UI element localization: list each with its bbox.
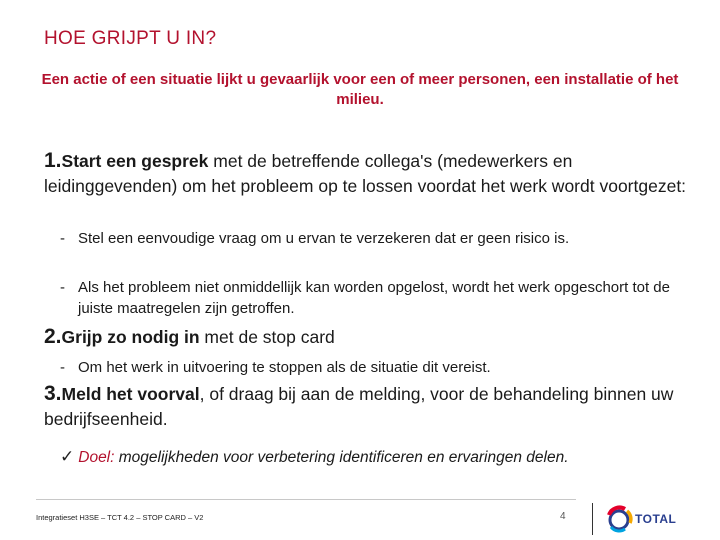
- step-heading: Meld het voorval: [61, 384, 200, 404]
- total-logo-icon: [605, 505, 635, 533]
- list-item-text: Stel een eenvoudige vraag om u ervan te verzekeren dat er geen risico is.: [78, 230, 570, 247]
- step-text: , of draag bij aan de melding, voor de behandeling binnen uw bedrijfseenheid.: [44, 384, 674, 429]
- list-item-text: Als het probleem niet onmiddellijk kan worden opgelost, wordt het werk opgeschort tot de juiste maatregelen zijn getroffen.: [78, 279, 670, 317]
- step-number: 2.: [44, 325, 62, 348]
- step-number: 1.: [44, 149, 62, 172]
- step-text: met de stop card: [199, 327, 335, 347]
- total-wordmark: TOTAL: [635, 512, 677, 526]
- step-1: [44, 148, 694, 199]
- footer-text: Integratieset H3SE – TCT 4.2 – STOP CARD – V2: [36, 513, 204, 522]
- step-heading: Start een gesprek: [61, 151, 209, 171]
- page-title: HOE GRIJPT U IN?: [44, 28, 217, 49]
- dash-bullet: -: [60, 359, 65, 376]
- goal-text: mogelijkheden voor verbetering identificeren en ervaringen delen.: [114, 449, 569, 466]
- list-item-text: Om het werk in uitvoering te stoppen als de situatie dit vereist.: [78, 359, 491, 376]
- goal-label: Doel:: [78, 449, 115, 466]
- page-number: 4: [560, 511, 566, 522]
- step-3: [44, 381, 694, 432]
- step-2: [44, 324, 694, 350]
- step-number: 3.: [44, 382, 62, 405]
- list-item: [60, 357, 680, 378]
- step-text: met de betreffende collega's (medewerkers en leidinggevenden) om het probleem op te lossen voordat het werk wordt voortgezet:: [44, 151, 687, 196]
- list-item: [60, 277, 680, 319]
- intro-text: Een actie of een situatie lijkt u gevaarlijk voor een of meer personen, een installatie of het milieu.: [41, 71, 679, 108]
- dash-bullet: -: [60, 279, 65, 296]
- list-item: [60, 228, 680, 249]
- goal-statement: [60, 447, 569, 467]
- checkmark-icon: ✓: [60, 447, 75, 466]
- step-heading: Grijp zo nodig in: [61, 327, 200, 347]
- dash-bullet: -: [60, 230, 65, 247]
- footer-separator: [592, 503, 593, 535]
- footer-divider: [36, 499, 576, 500]
- total-logo: [605, 505, 695, 533]
